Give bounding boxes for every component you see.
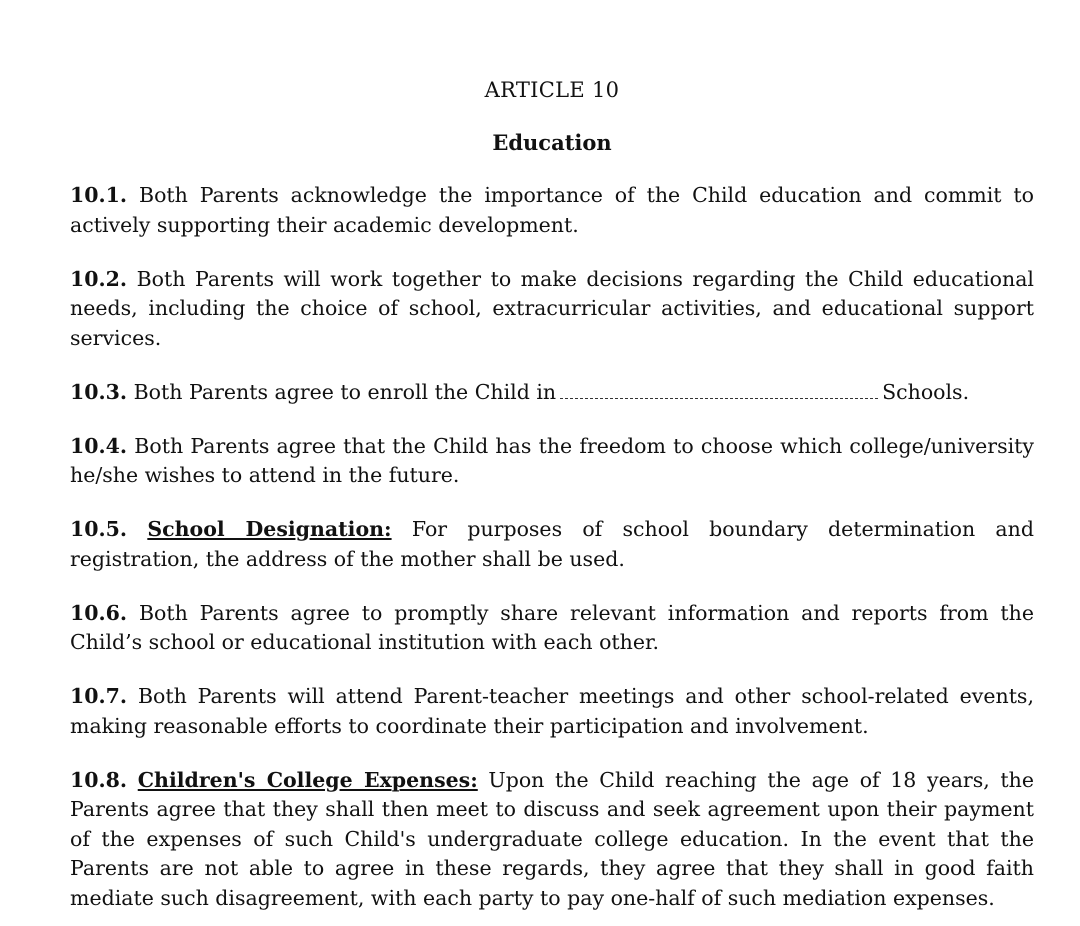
article-title: ARTICLE 10: [484, 78, 620, 102]
clause-text: Both Parents agree to promptly share relevant information and reports from the Child’s school or educational institution with each other.: [70, 600, 1034, 654]
school-blank-line[interactable]: [560, 378, 878, 399]
clause-text: Both Parents acknowledge the importance of the Child education and commit to actively supporting their academic development.: [70, 183, 1034, 237]
clause-text: Both Parents agree that the Child has the freedom to choose which college/university he/she wishes to attend in the future.: [70, 433, 1034, 487]
clause-number: 10.8.: [70, 767, 128, 792]
clause-number: 10.5.: [70, 517, 128, 541]
clause-10-3: [70, 378, 1034, 408]
clause-text: Both Parents will work together to make decisions regarding the Child educational needs, including the choice of school, extracurricular activities, and educational support services.: [70, 266, 1034, 350]
clause-number: 10.4.: [70, 433, 128, 458]
clause-10-8: [70, 766, 1034, 914]
clause-text: Both Parents will attend Parent-teacher meetings and other school-related events, making reasonable efforts to coordinate their participation and involvement.: [70, 684, 1034, 738]
clause-10-5: [70, 515, 1034, 574]
clause-text: Both Parents agree to enroll the Child in: [133, 379, 557, 404]
clause-number: 10.2.: [70, 266, 128, 291]
clause-number: 10.3.: [70, 379, 128, 404]
clause-text-after: Schools.: [882, 379, 970, 404]
clause-10-6: [70, 599, 1034, 658]
clause-10-1: [70, 181, 1034, 240]
clause-10-2: [70, 265, 1034, 354]
clause-number: 10.1.: [70, 183, 128, 207]
clause-text: Upon the Child reaching the age of 18 years, the Parents agree that they shall then meet to discuss and seek agreement upon their payment of the expenses of such Child's undergraduate college education. In the event that the Parents are not able to agree in these regards, they agree that they shall in good faith mediate such disagreement, with each party to pay one-half of such mediation expenses.: [70, 767, 1034, 910]
clause-heading: School Designation:: [147, 517, 392, 541]
clause-number: 10.6.: [70, 600, 128, 625]
clause-10-4: [70, 432, 1034, 491]
clause-10-7: [70, 682, 1034, 741]
section-title: Education: [492, 130, 612, 155]
clause-text: For purposes of school boundary determination and registration, the address of the mother shall be used.: [70, 517, 1034, 571]
clause-heading: Children's College Expenses:: [137, 767, 478, 792]
clause-number: 10.7.: [70, 684, 128, 708]
